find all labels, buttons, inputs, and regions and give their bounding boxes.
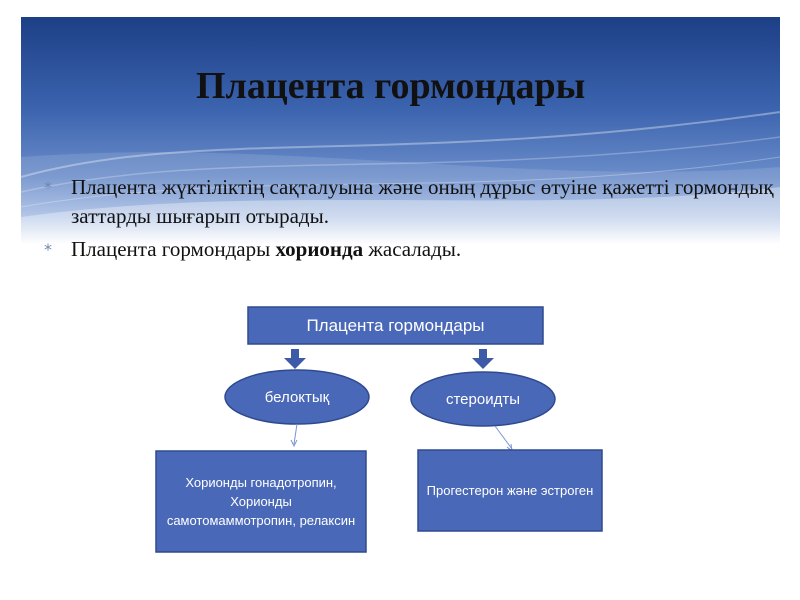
bullet-text: Плацента гормондары [71, 237, 276, 261]
connector-line [495, 426, 512, 449]
bullet-text: Плацента жүктіліктің сақталуына және оның дұрыс өтуіне қажетті гормондық заттарды шығарып отырады. [71, 175, 774, 228]
slide-title: Плацента гормондары [196, 65, 586, 107]
branch-label-protein: белоктық [264, 388, 330, 406]
bullet-star-icon: * [44, 178, 52, 197]
detail-text-steroid: Прогестерон және эстроген [426, 483, 594, 498]
bullet-star-icon: * [44, 240, 52, 259]
detail-text-protein: Хорионды гонадотропин, Хорионды самотомаммотропин, релаксин [166, 475, 356, 528]
bullet-text: жасалады. [363, 237, 462, 261]
down-arrow-icon [284, 349, 306, 369]
root-box-label: Плацента гормондары [306, 315, 485, 335]
bullet-bold-text: хорионда [275, 237, 364, 261]
down-arrow-icon [472, 349, 494, 369]
branch-label-steroid: стероидты [445, 390, 520, 408]
